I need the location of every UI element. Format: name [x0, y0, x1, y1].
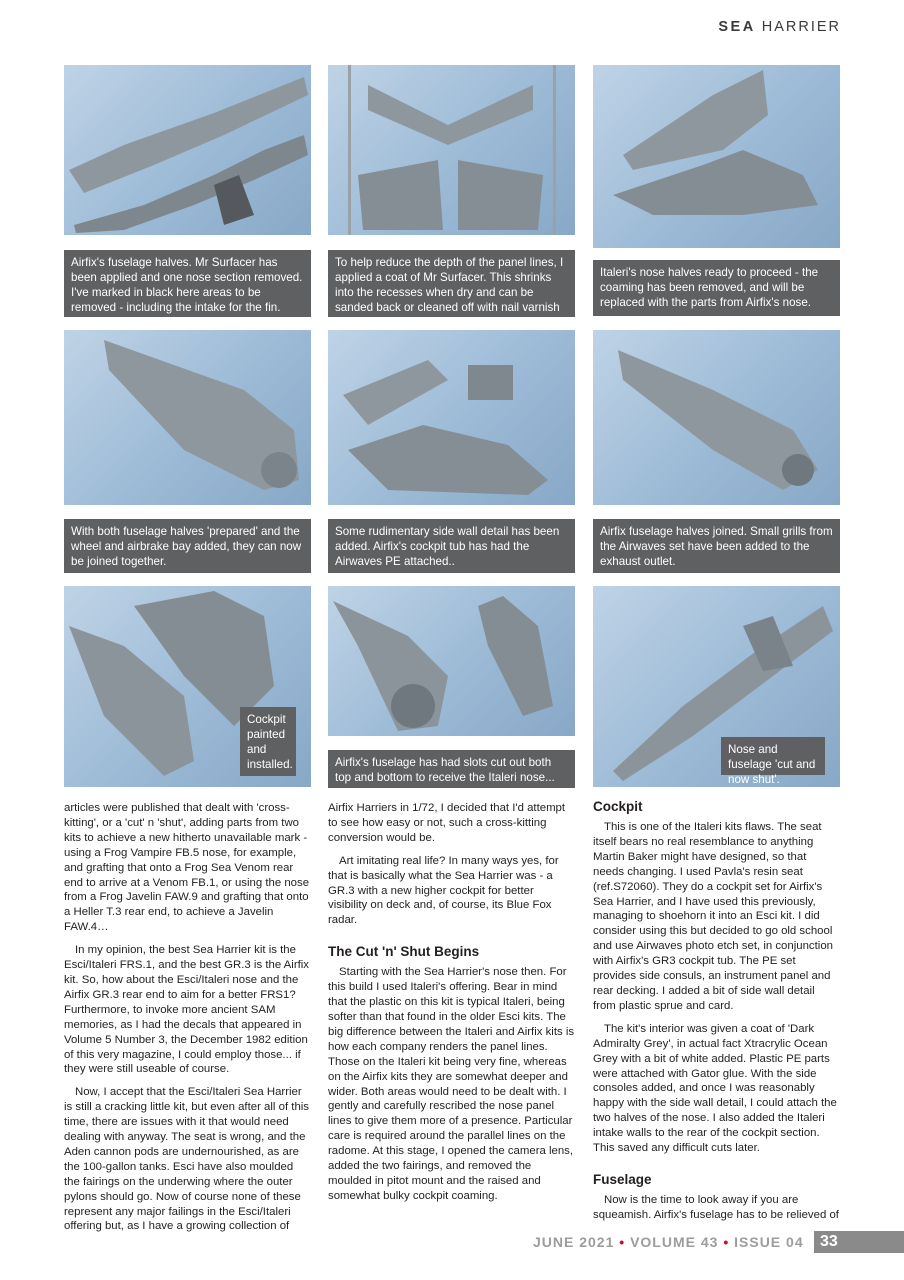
- paragraph: In my opinion, the best Sea Harrier kit is the Esci/Italeri FRS.1, and the best GR.3 is the Airfix kit. So, how about the Esci/Italeri nose and the Airfix GR.3 rear end to aim for a better FRS1? Furthermore, to invoke more ancient SAM memories, as I had the decals that appeared in Volume 5 Number 3, the December 1982 edition of this very magazine, I could employ those... if they were still useable of course.: [64, 944, 309, 1076]
- footer-issue-info: [533, 1233, 804, 1252]
- page-number: 33: [814, 1231, 904, 1253]
- footer-volume: VOLUME 43: [630, 1234, 719, 1250]
- section-heading-fuselage: Fuselage: [593, 1171, 652, 1187]
- text-column-1: [64, 801, 311, 1242]
- paragraph: Now is the time to look away if you are squeamish. Airfix's fuselage has to be relieved of: [593, 1193, 839, 1221]
- caption-5: Some rudimentary side wall detail has been added. Airfix's cockpit tub has had the Airwaves PE attached..: [328, 519, 575, 573]
- photo-italeri-nose-halves: [593, 65, 840, 248]
- text-column-2: [328, 801, 575, 1212]
- footer-month: JUNE 2021: [533, 1234, 615, 1250]
- paragraph: Starting with the Sea Harrier's nose then. For this build I used Italeri's offering. Bear in mind that the plastic on this kit is typical Italeri, being softer than that found in the older Esci kits. The big difference between the Italeri and Airfix kits is how each company renders the panel lines. Those on the Italeri kit being very fine, whereas on the Airfix kits they are somewhat deeper and wider. Both areas would need to be dealt with. I gently and carefully rescribed the nose panel lines to give them more of a presence. Particular care is required around the parallel lines on the radome. At this stage, I opened the camera lens, added the two fairings, and removed the moulded in pitot mount and the raised and somewhat bulky cockpit coaming.: [328, 966, 575, 1202]
- caption-1: Airfix's fuselage halves. Mr Surfacer has been applied and one nose section removed. I've marked in black here areas to be removed - including the intake for the fin.: [64, 250, 311, 317]
- caption-9: Nose and fuselage 'cut and now shut'.: [721, 737, 825, 775]
- footer-issue: ISSUE 04: [734, 1234, 804, 1250]
- photo-fuselage-slots: [328, 586, 575, 736]
- photo-fuselage-joined: [593, 330, 840, 505]
- section-heading-cockpit: Cockpit: [593, 799, 643, 814]
- header-title-bold: SEA: [718, 19, 756, 35]
- caption-4: With both fuselage halves 'prepared' and the wheel and airbrake bay added, they can now be joined together.: [64, 519, 311, 573]
- paragraph: Airfix Harriers in 1/72, I decided that I'd attempt to see how easy or not, such a cross-kitting conversion would be.: [328, 802, 566, 844]
- photo-airfix-fuselage-halves: [64, 65, 311, 235]
- paragraph: Art imitating real life? In many ways yes, for that is basically what the Sea Harrier was - a GR.3 with a new higher cockpit for better visibility on deck and, of course, its Blue Fox radar.: [328, 854, 559, 927]
- footer-separator: •: [723, 1234, 730, 1250]
- caption-7: Cockpit painted and installed.: [240, 707, 296, 776]
- paragraph: Now, I accept that the Esci/Italeri Sea Harrier is still a cracking little kit, but even after all of this time, there are issues with it that would need dealing with anyway. The seat is wrong, and the Aden cannon pods are undernourished, as are the 100-gallon tanks. Esci have also moulded the fairings on the underwing where the outer pylons should go. Now of course none of these represent any major failings in the Esci/Italeri offering but, as I have a growing collection of: [64, 1086, 309, 1233]
- paragraph: This is one of the Italeri kits flaws. The seat itself bears no real resemblance to anything Martin Baker might have designed, so that needs changing. I used Pavla's resin seat (ref.S72060). They do a cockpit set for Airfix's Sea Harrier, and I have used this previously, managing to shoehorn it into an Esci kit. I did consider using this but decided to go old school and use Airwaves photo etch set, in conjunction with Airfix's GR3 cockpit tub. The PE set provides side consuls, an instrument panel and rear decking. I added a bit of side wall detail from plastic sprue and card.: [593, 821, 833, 1012]
- header-title-rest: HARRIER: [761, 19, 841, 35]
- paragraph: The kit's interior was given a coat of 'Dark Admiralty Grey', in actual fact Xtracrylic Ocean Grey with a bit of white added. Plastic PE parts were attached with Gator glue. With the side consoles added, and once I was reasonably happy with the side wall detail, I could attach the two halves of the nose. I also added the Italeri intake walls to the rear of the cockpit section. This saved any difficult cuts later.: [593, 1022, 837, 1155]
- running-header: [718, 19, 841, 35]
- caption-3: Italeri's nose halves ready to proceed - the coaming has been removed, and will be replaced with the parts from Airfix's nose.: [593, 260, 840, 316]
- footer-separator: •: [619, 1234, 626, 1250]
- text-column-3: [593, 799, 840, 1231]
- photo-fuselage-prepared: [64, 330, 311, 505]
- section-heading-cut-n-shut: The Cut 'n' Shut Begins: [328, 944, 480, 960]
- caption-8: Airfix's fuselage has had slots cut out both top and bottom to receive the Italeri nose...: [328, 750, 575, 788]
- photo-side-wall-detail: [328, 330, 575, 505]
- photo-sprue-mr-surfacer: [328, 65, 575, 235]
- caption-2: To help reduce the depth of the panel lines, I applied a coat of Mr Surfacer. This shrinks into the recesses when dry and can be sanded back or cleaned off with nail varnish remover.: [328, 250, 575, 317]
- paragraph: articles were published that dealt with 'cross-kitting', or a 'cut' n 'shut', adding parts from two kits to achieve a new hitherto unavailable mark - using a Frog Vampire FB.5 nose, for example, and grafting that onto a Frog Sea Venom rear end to arrive at a Venom FB.1, or using the nose from a Frog Javelin FAW.9 and grafting that onto a Heller T.3 rear end, to achieve a Javelin FAW.4…: [64, 802, 310, 934]
- caption-6: Airfix fuselage halves joined. Small grills from the Airwaves set have been added to the exhaust outlet.: [593, 519, 840, 573]
